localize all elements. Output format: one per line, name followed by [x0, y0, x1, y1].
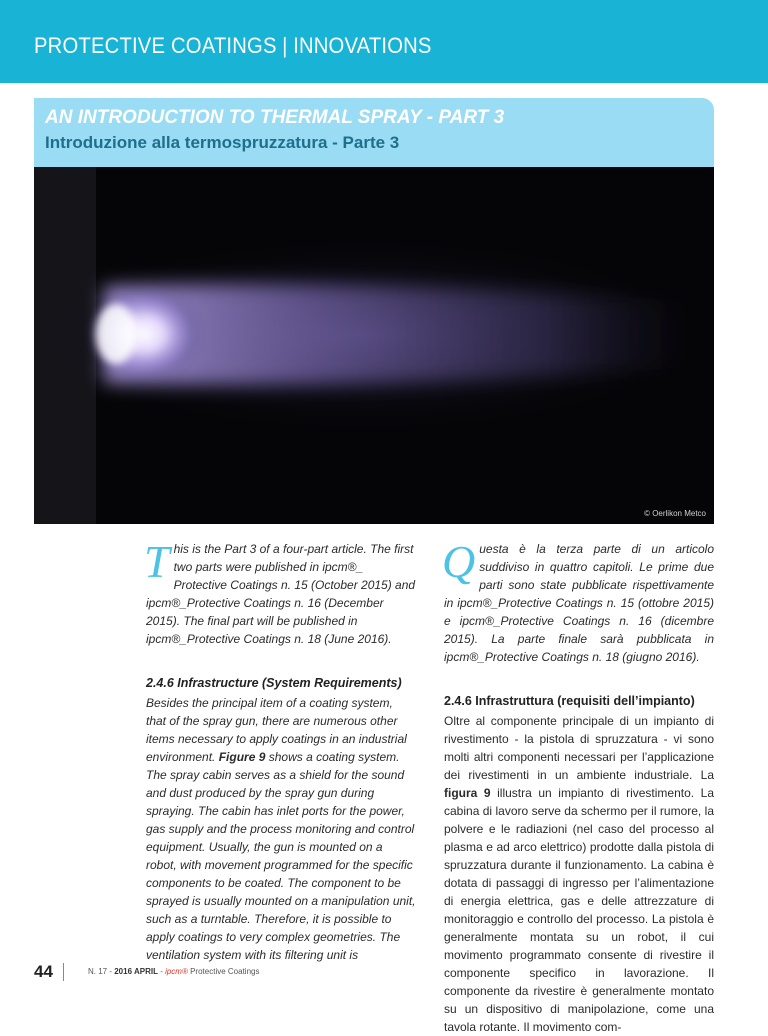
footer-issue-line: [88, 967, 259, 976]
footer-issue: N. 17 -: [88, 967, 115, 976]
italian-body-text: Oltre al componente principale di un impianto di rivestimento - la pistola di spruzzatura - vi sono molti altri componenti necessari per l’applicazione dei rivestimenti in un ambiente industriale. La: [444, 714, 714, 782]
article-title-banner: [34, 98, 714, 168]
article-title-italian: Introduzione alla termospruzzatura - Parte 3: [45, 133, 400, 152]
subsection-title: INNOVATIONS: [293, 33, 432, 58]
plasma-plume-illustration: [34, 167, 714, 524]
figure-reference: figura 9: [444, 786, 491, 800]
italian-intro-text: uesta è la terza parte di un articolo suddiviso in quattro capitoli. Le prime due parti sono state pubblicate rispettivamente in ipcm®_Protective Coatings n. 15 (ottobre 2015) e ipcm®_Protective Coatings n. 16 (dicembre 2015). La parte finale sarà pubblicata in ipcm®_Protective Coatings n. 18 (giugno 2016).: [444, 542, 714, 664]
page-footer: [34, 960, 434, 984]
footer-brand: ipcm®: [165, 967, 188, 976]
section-header: [34, 33, 432, 59]
english-body: [146, 694, 416, 964]
english-intro: [144, 536, 416, 648]
italian-intro: [442, 536, 714, 666]
italian-body: [444, 712, 714, 1036]
section-title: PROTECTIVE COATINGS: [34, 33, 277, 58]
drop-cap: T: [144, 536, 170, 587]
footer-date: 2016 APRIL: [114, 967, 158, 976]
plasma-plume-photo: [34, 167, 714, 524]
footer-divider: [63, 963, 64, 981]
drop-cap: Q: [442, 536, 476, 587]
header-separator: |: [282, 33, 288, 58]
section-header-bar: [0, 0, 768, 83]
footer-magazine: Protective Coatings: [187, 967, 260, 976]
english-column: [144, 536, 416, 964]
english-body-text-cont: shows a coating system. The spray cabin serves as a shield for the sound and dust produced by the spray gun during spraying. The cabin has inlet ports for the power, gas supply and the process monitoring and control equipment. Usually, the gun is mounted on a robot, with movement programmed for the specific components to be coated. The component to be sprayed is usually mounted on a manipulation unit, such as a turntable. Therefore, it is possible to apply coatings to very complex geometries. The ventilation system with its filtering unit is: [146, 750, 416, 962]
italian-column: [442, 536, 715, 1036]
italian-subhead: 2.4.6 Infrastruttura (requisiti dell’impianto): [444, 694, 695, 708]
photo-credit: © Oerlikon Metco: [644, 509, 706, 518]
article-title-english: AN INTRODUCTION TO THERMAL SPRAY - PART 3: [45, 107, 505, 128]
footer-dash: -: [157, 967, 166, 976]
english-subhead: 2.4.6 Infrastructure (System Requirements): [146, 676, 402, 690]
figure-reference: Figure 9: [218, 750, 266, 764]
italian-body-text-cont: illustra un impianto di rivestimento. La cabina di lavoro serve da schermo per il rumore, la polvere e le radiazioni (nel caso del processo al plasma e ad arco elettrico) prodotte dalla pistola di spruzzatura durante il funzionamento. La cabina è dotata di passaggi di ingresso per l’alimentazione di energia elettrica, gas e delle attrezzature di monitoraggio e controllo del processo. La pistola è generalmente montata su un robot, il cui movimento programmato consente di rivestire il componente specifico in lavorazione. Il componente da rivestire è generalmente montato su un dispositivo di manipolazione, come una tavola rotante. Il movimento com-: [444, 786, 715, 1034]
english-body-text: Besides the principal item of a coating system, that of the spray gun, there are numerous other items necessary to apply coatings in an industrial environment.: [146, 696, 407, 764]
page-number: 44: [34, 962, 53, 981]
english-intro-text: his is the Part 3 of a four-part article. The first two parts were published in ipcm®_ Protective Coatings n. 15 (October 2015) and ipcm®_Protective Coatings n. 16 (December 2015). The final part will be published in ipcm®_Protective Coatings n. 18 (June 2016).: [146, 542, 416, 646]
